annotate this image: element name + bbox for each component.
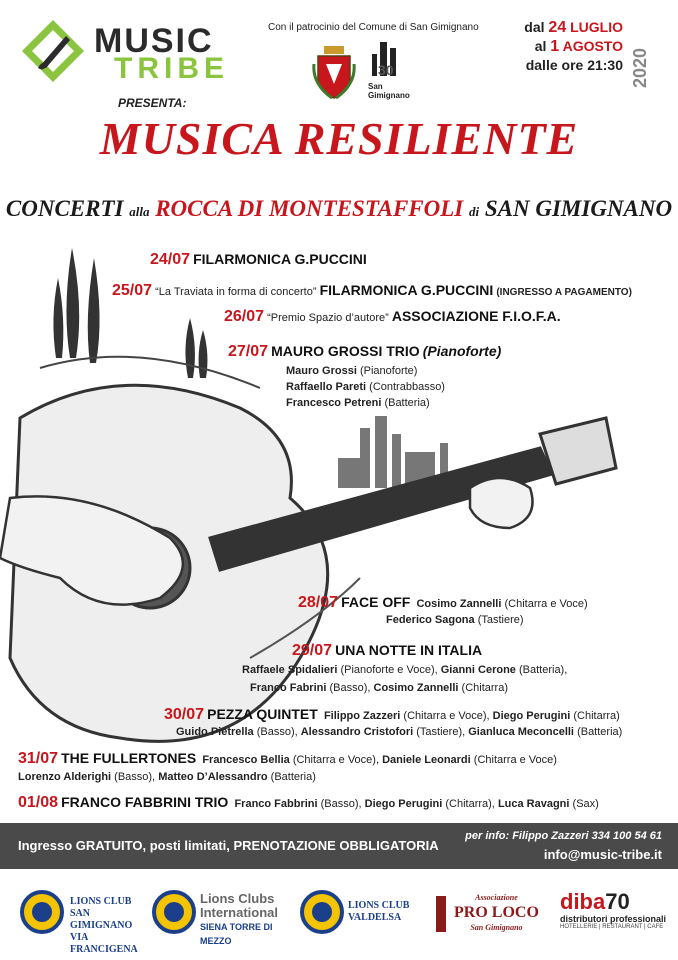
event-dates — [505, 18, 623, 74]
sponsor-text: LIONS CLUB VALDELSA — [348, 900, 410, 923]
member: Federico Sagona (Tastiere) — [386, 614, 524, 626]
member-list: Guido Pietrella (Basso), Alessandro Cristofori (Tastiere), Gianluca Meconcelli (Batteria) — [176, 726, 623, 738]
member-list: Raffaele Spidalieri (Pianoforte e Voce), Gianni Cerone (Batteria), — [242, 664, 568, 676]
subtitle-part-1: CONCERTI — [5, 196, 124, 221]
program-note: (INGRESSO A PAGAMENTO) — [496, 287, 632, 298]
program-date: 27/07 — [228, 343, 269, 360]
sponsor-lions-san-gimignano — [20, 890, 150, 955]
anniversary-label: San Gimignano — [368, 82, 410, 100]
member-list: Lorenzo Alderighi (Basso), Matteo D’Alessandro (Batteria) — [18, 771, 316, 783]
poster-subtitle — [0, 196, 678, 222]
program-item: 31/07 THE FULLERTONES Francesco Bellia (Chitarra e Voce), Daniele Leonardi (Chitarra e Voce) — [18, 750, 557, 767]
program-date: 26/07 — [224, 308, 265, 325]
member-list: Franco Fabrini (Basso), Cosimo Zannelli (Chitarra) — [250, 682, 508, 694]
sponsor-diba — [560, 890, 670, 938]
program-act: FILARMONICA G.PUCCINI — [193, 251, 367, 267]
program-item — [228, 343, 501, 361]
sponsor-text: Lions Clubs International SIENA TORRE DI MEZZO — [200, 891, 279, 946]
sponsor-text: Associazione PRO LOCO San Gimignano — [454, 893, 539, 932]
city-crest-icon — [312, 44, 356, 100]
presents-label: PRESENTA: — [118, 96, 187, 110]
subtitle-part-5: SAN GIMIGNANO — [484, 196, 673, 221]
sponsor-lions-international — [152, 890, 292, 946]
program-date: 31/07 — [18, 750, 59, 767]
member: Raffaello Pareti (Contrabbasso) — [286, 381, 445, 393]
contact-phone: per info: Filippo Zazzeri 334 100 54 61 — [465, 830, 662, 842]
program-item: 30/07 PEZZA QUINTET Filippo Zazzeri (Chitarra e Voce), Diego Perugini (Chitarra) — [164, 706, 620, 723]
dates-end-month: AGOSTO — [562, 38, 623, 54]
brand-line-2: TRIBE — [114, 52, 229, 85]
dates-from: dal — [524, 19, 545, 35]
music-tribe-logo-icon — [20, 18, 86, 84]
anniversary-number: 30 — [378, 62, 394, 78]
dates-start-day: 24 — [548, 19, 567, 36]
dates-start-month: LUGLIO — [570, 19, 623, 35]
year-label: 2020 — [630, 47, 650, 88]
program-date: 29/07 — [292, 642, 333, 659]
dates-to: al — [534, 38, 547, 54]
sponsor-text: HOTELLERIE | RESTAURANT | CAFE — [560, 924, 664, 930]
member: Mauro Grossi (Pianoforte) — [286, 365, 418, 377]
program-act: PEZZA QUINTET — [207, 706, 318, 722]
program-item — [150, 251, 367, 269]
program-note: “Premio Spazio d’autore” — [267, 312, 389, 324]
program-act: THE FULLERTONES — [61, 750, 197, 766]
tower-icon — [432, 894, 450, 934]
sponsor-pro-loco — [432, 890, 542, 938]
program-item: 28/07 FACE OFF Cosimo Zannelli (Chitarra e Voce) — [298, 594, 588, 611]
program-item — [292, 642, 482, 660]
dates-end-day: 1 — [550, 38, 560, 55]
program-date: 28/07 — [298, 594, 339, 611]
subtitle-part-3: ROCCA DI MONTESTAFFOLI — [155, 196, 464, 221]
program-act: MAURO GROSSI TRIO — [271, 343, 420, 359]
program-note: “La Traviata in forma di concerto” — [155, 286, 317, 298]
program-act: UNA NOTTE IN ITALIA — [335, 642, 483, 658]
subtitle-part-2: alla — [129, 204, 150, 219]
patronage-text: Con il patrocinio del Comune di San Gimignano — [268, 22, 479, 33]
program-item — [224, 308, 561, 326]
contact-email-link[interactable]: info@music-tribe.it — [543, 847, 662, 862]
sponsor-text: LIONS CLUB SAN GIMIGNANO VIA FRANCIGENA — [70, 896, 138, 955]
poster-title: MUSICA RESILIENTE — [99, 113, 579, 164]
sponsor-text: distributori professionali — [560, 914, 667, 924]
sponsor-lions-valdelsa — [300, 890, 410, 938]
program-date: 30/07 — [164, 706, 205, 723]
lions-emblem-icon — [20, 890, 64, 934]
program-act: FILARMONICA G.PUCCINI — [319, 282, 494, 298]
lions-emblem-icon — [152, 890, 196, 934]
program-date: 24/07 — [150, 251, 191, 268]
info-bar — [0, 823, 678, 869]
program-act: FRANCO FABBRINI TRIO — [61, 794, 229, 810]
program-item — [112, 282, 632, 300]
dates-time: dalle ore 21:30 — [525, 57, 623, 73]
program-date: 01/08 — [18, 794, 59, 811]
unesco-anniversary-logo — [360, 40, 424, 104]
program-act: FACE OFF — [341, 594, 411, 610]
entry-notice: Ingresso GRATUITO, posti limitati, PRENOTAZIONE OBBLIGATORIA — [18, 838, 439, 853]
member: Francesco Petreni (Batteria) — [286, 397, 430, 409]
member-list — [286, 363, 445, 411]
program-date: 25/07 — [112, 282, 153, 299]
brand-line-1: MUSIC — [94, 22, 214, 60]
lions-emblem-icon — [300, 890, 344, 934]
subtitle-part-4: di — [469, 204, 480, 219]
program-note: (Pianoforte) — [422, 343, 502, 359]
program-act: ASSOCIAZIONE F.I.O.F.A. — [391, 308, 561, 324]
diba-logo: diba70 — [560, 889, 630, 914]
program-item: 01/08 FRANCO FABBRINI TRIO Franco Fabbrini (Basso), Diego Perugini (Chitarra), Luca Ravagni (Sax) — [18, 794, 599, 811]
